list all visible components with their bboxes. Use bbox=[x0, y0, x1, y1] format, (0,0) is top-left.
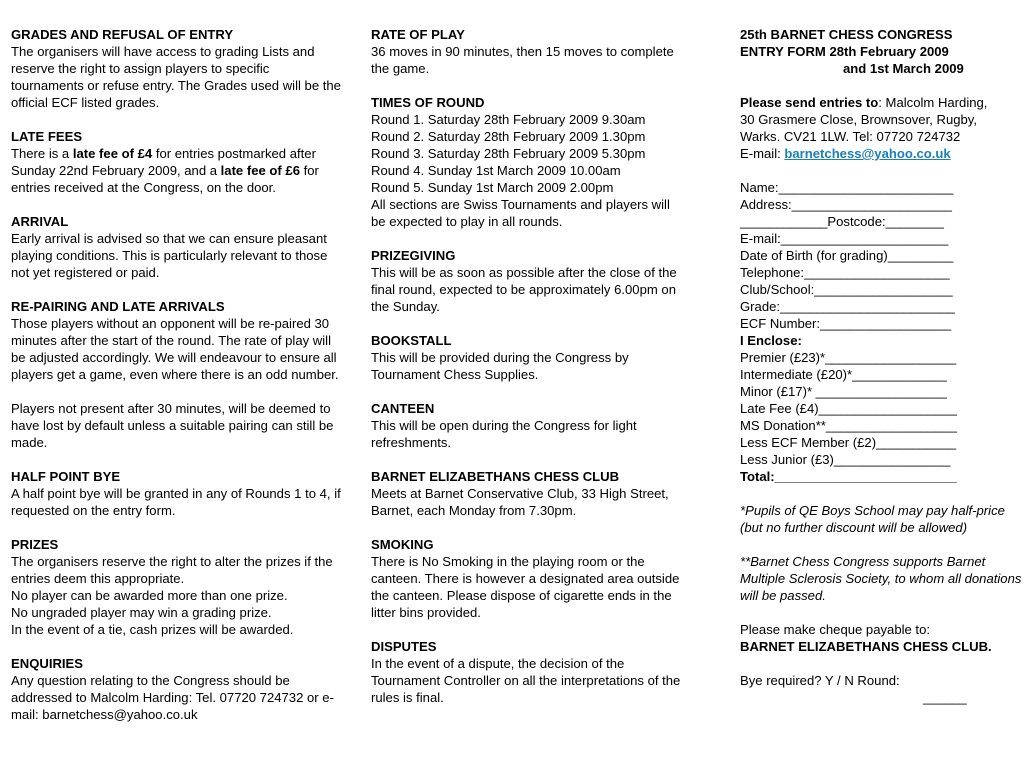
section-enquiries bbox=[11, 655, 341, 723]
entry-form-column bbox=[740, 26, 1024, 706]
section-half-point-bye bbox=[11, 468, 341, 519]
section-arrival bbox=[11, 213, 341, 281]
round-time: Round 5. Sunday 1st March 2009 2.00pm bbox=[371, 180, 614, 195]
section-body: Any question relating to the Congress should be addressed to Malcolm Harding: Tel. 07720 724732 or e-mail: barnetchess@yahoo.co.uk bbox=[11, 673, 334, 722]
form-title: 25th BARNET CHESS CONGRESS bbox=[740, 27, 953, 42]
section-heading: PRIZEGIVING bbox=[371, 248, 456, 263]
section-heading: PRIZES bbox=[11, 537, 59, 552]
ecf-number-field[interactable]: ECF Number:__________________ bbox=[740, 316, 952, 331]
section-body: This will be open during the Congress for light refreshments. bbox=[371, 418, 637, 450]
round-time: Round 1. Saturday 28th February 2009 9.30am bbox=[371, 112, 646, 127]
total-field[interactable]: Total:_________________________ bbox=[740, 469, 957, 484]
section-body: 36 moves in 90 minutes, then 15 moves to complete the game. bbox=[371, 44, 674, 76]
section-late-fees bbox=[11, 128, 341, 196]
club-school-field[interactable]: Club/School:___________________ bbox=[740, 282, 953, 297]
section-body: Meets at Barnet Conservative Club, 33 High Street, Barnet, each Monday from 7.30pm. bbox=[371, 486, 669, 518]
email-link[interactable]: barnetchess@yahoo.co.uk bbox=[784, 146, 951, 161]
address-field[interactable]: Address:______________________ bbox=[740, 197, 952, 212]
section-body: There is a late fee of £4 for entries postmarked after Sunday 22nd February 2009, and a late fee of £6 for entries received at the Congress, on the door. bbox=[11, 146, 319, 195]
prizes-line: The organisers reserve the right to alter the prizes if the entries deem this appropriate. bbox=[11, 554, 333, 586]
ms-society-note: **Barnet Chess Congress supports Barnet Multiple Sclerosis Society, to whom all donations will be passed. bbox=[740, 554, 1022, 603]
section-smoking bbox=[371, 536, 681, 621]
section-chess-club bbox=[371, 468, 681, 519]
section-disputes bbox=[371, 638, 681, 706]
postcode-field[interactable]: ____________Postcode:________ bbox=[740, 214, 944, 229]
grade-field[interactable]: Grade:________________________ bbox=[740, 299, 955, 314]
section-heading: ENQUIRIES bbox=[11, 656, 84, 671]
name-field[interactable]: Name:________________________ bbox=[740, 180, 954, 195]
intermediate-fee-field[interactable]: Intermediate (£20)*_____________ bbox=[740, 367, 947, 382]
premier-fee-field[interactable]: Premier (£23)*__________________ bbox=[740, 350, 957, 365]
send-entries-line: Please send entries to: Malcolm Harding, bbox=[740, 95, 988, 110]
section-rate-of-play bbox=[371, 26, 681, 77]
prizes-line: In the event of a tie, cash prizes will be awarded. bbox=[11, 622, 294, 637]
info-column-left bbox=[11, 26, 341, 740]
address-line: 30 Grasmere Close, Brownsover, Rugby, bbox=[740, 112, 977, 127]
section-heading: ARRIVAL bbox=[11, 214, 69, 229]
section-heading: TIMES OF ROUND bbox=[371, 95, 485, 110]
junior-discount-field[interactable]: Less Junior (£3)________________ bbox=[740, 452, 951, 467]
section-prizegiving bbox=[371, 247, 681, 315]
form-subtitle-dates: and 1st March 2009 bbox=[843, 61, 964, 76]
prizes-line: No player can be awarded more than one prize. bbox=[11, 588, 288, 603]
section-body: Early arrival is advised so that we can ensure pleasant playing conditions. This is particularly relevant to those not yet registered or paid. bbox=[11, 231, 328, 280]
section-canteen bbox=[371, 400, 681, 451]
section-heading: RATE OF PLAY bbox=[371, 27, 465, 42]
late-fee-postmarked: late fee of £4 bbox=[72, 146, 153, 161]
section-body: In the event of a dispute, the decision of the Tournament Controller on all the interpretations of the rules is final. bbox=[371, 656, 681, 705]
section-heading: HALF POINT BYE bbox=[11, 469, 121, 484]
section-times-of-round bbox=[371, 94, 681, 230]
address-line: Warks. CV21 1LW. Tel: 07720 724732 bbox=[740, 129, 961, 144]
section-body: All sections are Swiss Tournaments and players will be expected to play in all rounds. bbox=[371, 197, 670, 229]
section-heading: BOOKSTALL bbox=[371, 333, 452, 348]
section-heading: RE-PAIRING AND LATE ARRIVALS bbox=[11, 299, 225, 314]
section-prizes bbox=[11, 536, 341, 638]
enclose-heading: I Enclose: bbox=[740, 333, 802, 348]
section-heading: LATE FEES bbox=[11, 129, 83, 144]
bye-round-field[interactable]: ______ bbox=[923, 690, 967, 705]
section-body: There is No Smoking in the playing room or the canteen. There is however a designated area outside the canteen. Please dispose of cigarette ends in the litter bins provided. bbox=[371, 554, 680, 620]
cheque-instruction: Please make cheque payable to: bbox=[740, 622, 930, 637]
section-body: The organisers will have access to grading Lists and reserve the right to assign players to specific tournaments or refuse entry. The Grades used will be the official ECF listed grades. bbox=[11, 44, 341, 110]
section-heading: BARNET ELIZABETHANS CHESS CLUB bbox=[371, 469, 620, 484]
section-heading: DISPUTES bbox=[371, 639, 437, 654]
section-heading: SMOKING bbox=[371, 537, 434, 552]
late-fee-field[interactable]: Late Fee (£4)___________________ bbox=[740, 401, 957, 416]
telephone-field[interactable]: Telephone:____________________ bbox=[740, 265, 950, 280]
ecf-member-discount-field[interactable]: Less ECF Member (£2)___________ bbox=[740, 435, 957, 450]
section-bookstall bbox=[371, 332, 681, 383]
qe-pupils-note: *Pupils of QE Boys School may pay half-price (but no further discount will be allowed) bbox=[740, 503, 1005, 535]
email-field[interactable]: E-mail:_______________________ bbox=[740, 231, 949, 246]
prizes-line: No ungraded player may win a grading prize. bbox=[11, 605, 272, 620]
round-time: Round 4. Sunday 1st March 2009 10.00am bbox=[371, 163, 621, 178]
round-time: Round 3. Saturday 28th February 2009 5.30pm bbox=[371, 146, 646, 161]
info-column-middle bbox=[371, 26, 681, 723]
bye-required-question[interactable]: Bye required? Y / N Round: bbox=[740, 673, 900, 688]
late-fee-door: late fee of £6 bbox=[220, 163, 300, 178]
dob-field[interactable]: Date of Birth (for grading)_________ bbox=[740, 248, 954, 263]
section-heading: CANTEEN bbox=[371, 401, 435, 416]
section-body: This will be as soon as possible after the close of the final round, expected to be approximately 6.00pm on the Sunday. bbox=[371, 265, 677, 314]
section-not-present bbox=[11, 400, 341, 451]
minor-fee-field[interactable]: Minor (£17)* __________________ bbox=[740, 384, 947, 399]
section-body: Those players without an opponent will be re-paired 30 minutes after the start of the round. The rate of play will be adjusted accordingly. We will endeavour to ensure all players get a game, even where there is an odd number. bbox=[11, 316, 339, 382]
section-heading: GRADES AND REFUSAL OF ENTRY bbox=[11, 27, 234, 42]
section-repairing bbox=[11, 298, 341, 383]
email-line: E-mail: barnetchess@yahoo.co.uk bbox=[740, 146, 951, 161]
cheque-payee: BARNET ELIZABETHANS CHESS CLUB. bbox=[740, 639, 992, 654]
section-body: This will be provided during the Congress by Tournament Chess Supplies. bbox=[371, 350, 629, 382]
form-subtitle: ENTRY FORM 28th February 2009 bbox=[740, 44, 949, 59]
section-grades bbox=[11, 26, 341, 111]
round-time: Round 2. Saturday 28th February 2009 1.30pm bbox=[371, 129, 646, 144]
section-body: Players not present after 30 minutes, will be deemed to have lost by default unless a suitable pairing can still be made. bbox=[11, 401, 334, 450]
ms-donation-field[interactable]: MS Donation**__________________ bbox=[740, 418, 957, 433]
section-body: A half point bye will be granted in any of Rounds 1 to 4, if requested on the entry form. bbox=[11, 486, 341, 518]
